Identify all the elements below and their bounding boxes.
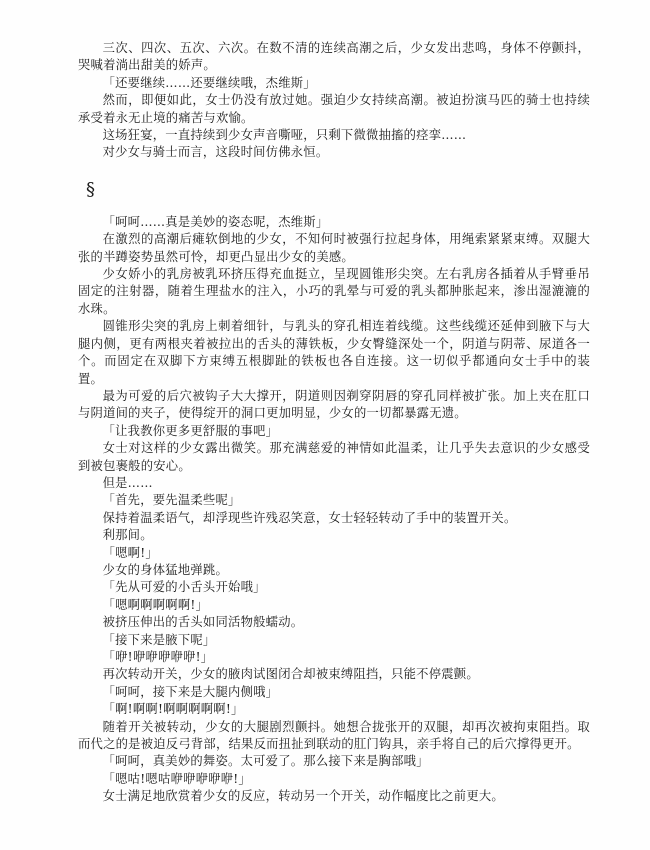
body-paragraph: 「啊!啊啊!啊啊啊啊啊!」 — [102, 702, 244, 717]
body-paragraph: 被挤压伸出的舌头如同活物般蠕动。 — [102, 615, 304, 630]
body-paragraph: 「嗯啊啊啊啊啊!」 — [102, 597, 209, 612]
body-paragraph: 「让我教你更多更舒服的事吧」 — [102, 423, 279, 438]
page-text-column — [78, 40, 590, 830]
body-paragraph: 「嗯咕!嗯咕咿咿咿咿咿!」 — [102, 771, 251, 786]
body-paragraph: 「呵呵，接下来是大腿内侧哦」 — [102, 684, 279, 699]
body-paragraph: 再次转动开关，少女的腋肉试图闭合却被束缚阻挡，只能不停震颤。 — [102, 667, 479, 682]
body-paragraph: 然而，即便如此，女士仍没有放过她。强迫少女持续高潮。被迫扮演马匹的骑士也持续承受着永无止境的痛苦与欢愉。 — [78, 93, 590, 125]
body-paragraph: 「呵呵，真美妙的舞姿。太可爱了。那么接下来是胸部哦」 — [102, 754, 429, 769]
body-paragraph: 「咿!咿咿咿咿咿!」 — [102, 650, 214, 664]
body-paragraph: 「呵呵……真是美妙的姿态呢，杰维斯」 — [102, 214, 329, 229]
body-paragraph: 女士对这样的少女露出微笑。那充满慈爱的神情如此温柔，让几乎失去意识的少女感受到被包裹般的安心。 — [78, 441, 590, 473]
section-break-mark: § — [86, 178, 95, 200]
body-paragraph: 在激烈的高潮后瘫软倒地的少女，不知何时被强行拉起身体，用绳索紧紧束缚。双腿大张的半蹲姿势虽然可怜，却更凸显出少女的美感。 — [78, 232, 590, 264]
body-paragraph: 少女娇小的乳房被乳环挤压得充血挺立，呈现圆锥形尖突。左右乳房各插着从手臂垂吊固定的注射器，随着生理盐水的注入，小巧的乳晕与可爱的乳头都肿胀起来，渗出湿漉漉的水珠。 — [78, 267, 590, 316]
body-paragraph: 利那间。 — [102, 528, 153, 543]
body-paragraph: 但是…… — [102, 475, 153, 490]
body-paragraph: 少女的身体猛地弹跳。 — [102, 562, 229, 577]
body-paragraph: 「首先，要先温柔些呢」 — [102, 493, 241, 508]
body-paragraph: 「先从可爱的小舌头开始哦」 — [102, 580, 266, 595]
body-paragraph: 「接下来是腋下呢」 — [102, 632, 216, 647]
body-paragraph: 最为可爱的后穴被钩子大大撑开，阴道则因剃穿阴唇的穿孔同样被扩张。加上夹在肛口与阴道间的夹子，使得绽开的洞口更加明显，少女的一切都暴露无遗。 — [78, 388, 590, 421]
body-paragraph: 这场狂宴，一直持续到少女声音嘶哑，只剩下微微抽搐的痉挛…… — [102, 128, 467, 143]
body-paragraph: 随着开关被转动，少女的大腿剧烈颤抖。她想合拢张开的双腿，却再次被拘束阻挡。取而代之的是被迫反弓背部，结果反而扭扯到联动的肛门钩具，亲手将自己的后穴撑得更开。 — [78, 719, 590, 752]
body-paragraph: 「还要继续……还要继续哦，杰维斯」 — [102, 75, 316, 90]
text-block-container — [78, 40, 590, 806]
body-paragraph: 「嗯啊!」 — [102, 545, 158, 560]
body-paragraph: 女士满足地欣赏着少女的反应，转动另一个开关，动作幅度比之前更大。 — [102, 789, 504, 804]
body-paragraph: 保持着温柔语气，却浮现些许残忍笑意，女士轻轻转动了手中的装置开关。 — [102, 510, 517, 525]
body-paragraph: 对少女与骑士而言，这段时间仿佛永恒。 — [102, 145, 329, 160]
body-paragraph: 三次、四次、五次、六次。在数不清的连续高潮之后，少女发出悲鸣，身体不停颤抖，哭喊着淌出甜美的娇声。 — [78, 41, 590, 73]
body-paragraph: 圆锥形尖突的乳房上刺着细针，与乳头的穿孔相连着线缆。这些线缆还延伸到腋下与大腿内侧，更有两根夹着被拉出的舌头的薄铁板，少女臀缝深处一个，阴道与阴蒂、尿道各一个。而固定在双脚下方束缚五根脚趾的铁板也各自连接。这一切似乎都通向女士手中的装置。 — [78, 319, 590, 386]
